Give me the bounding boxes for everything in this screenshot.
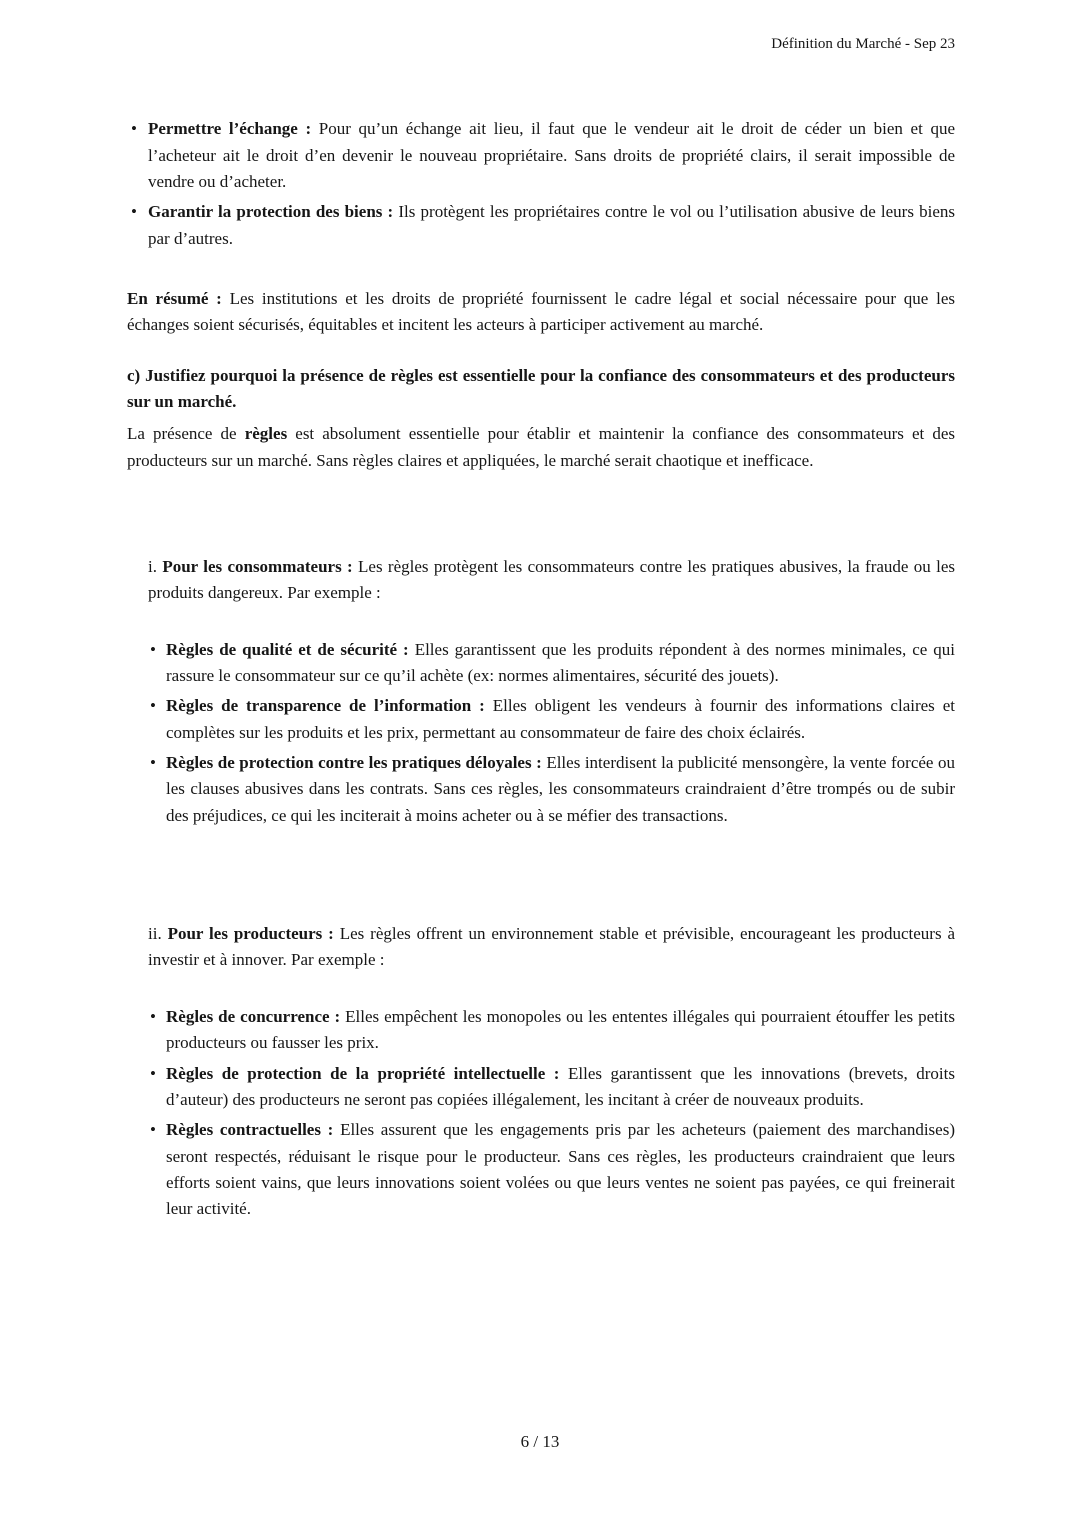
item-text: Elles garantissent que les innovations (brevets, droits d’auteur) des producteurs ne seront pas copiées illégalement, les incitant à créer de nouveaux produits. [166, 1063, 955, 1109]
list-item [148, 1117, 955, 1222]
numeral: i. [148, 557, 163, 577]
item-text: Ils protègent les propriétaires contre le vol ou l’utilisation abusive de leurs biens par d’autres. [148, 202, 955, 248]
question-c-intro [127, 421, 955, 474]
bullet-icon: • [150, 1006, 156, 1026]
bullet-icon: • [150, 1120, 156, 1140]
item-lead: Règles de protection contre les pratiques déloyales : [166, 753, 542, 773]
item-lead: Règles de transparence de l’information : [166, 696, 485, 716]
list-item [127, 116, 955, 195]
page-footer [0, 1429, 1080, 1455]
question-c-heading: c) Justifiez pourquoi la présence de règles est essentielle pour la confiance des consommateurs et des producteurs sur un marché. [127, 365, 955, 411]
bullet-icon: • [131, 119, 137, 139]
item-text: Elles obligent les vendeurs à fournir des informations claires et complètes sur les produits et les prix, permettant au consommateur de faire des choix éclairés. [166, 696, 955, 742]
bullet-icon: • [150, 696, 156, 716]
list-item [148, 693, 955, 746]
bullet-icon: • [131, 202, 137, 222]
intro-post: est absolument essentielle pour établir et maintenir la confiance des consommateurs et des producteurs sur un marché. Sans règles claires et appliquées, le marché serait chaotique et inefficace. [127, 424, 956, 470]
summary-lead: En résumé : [127, 288, 222, 308]
list-item [148, 750, 955, 829]
bullet-icon: • [150, 1063, 156, 1083]
item-lead: Règles de concurrence : [166, 1006, 341, 1026]
page-number: 6 / 13 [520, 1431, 560, 1451]
consumers-text: Les règles protègent les consommateurs contre les pratiques abusives, la fraude ou les produits dangereux. Par exemple : [148, 557, 955, 603]
bullet-icon: • [150, 639, 156, 659]
item-text: Elles interdisent la publicité mensongère, la vente forcée ou les clauses abusives dans les contrats. Sans ces règles, les consommateurs craindraient d’être trompés ou de subir des préjudices, ce qui les inciterait à moins acheter ou à se méfier des transactions. [166, 753, 956, 825]
consumers-intro [148, 554, 955, 607]
item-lead: Règles de protection de la propriété intellectuelle : [166, 1063, 560, 1083]
item-lead: Règles contractuelles : [166, 1120, 334, 1140]
summary-text: Les institutions et les droits de propriété fournissent le cadre légal et social nécessaire pour que les échanges soient sécurisés, équitables et incitent les acteurs à participer activement au marché. [127, 288, 955, 335]
header-title: Définition du Marché - Sep 23 [771, 36, 955, 52]
page-header [127, 33, 955, 56]
summary-paragraph [127, 286, 955, 339]
bullet-icon: • [150, 753, 156, 773]
producers-intro [148, 921, 955, 974]
consumer-rules-list [148, 637, 955, 829]
list-item [148, 1004, 955, 1057]
item-lead: Garantir la protection des biens : [148, 202, 394, 222]
item-lead: Permettre l’échange : [148, 119, 312, 139]
producers-lead: Pour les producteurs : [167, 924, 334, 944]
numeral: ii. [148, 924, 168, 944]
item-text: Elles garantissent que les produits répondent à des normes minimales, ce qui rassure le consommateur sur ce qu’il achète (ex: normes alimentaires, sécurité des jouets). [166, 639, 955, 686]
consumers-lead: Pour les consommateurs : [162, 557, 353, 577]
item-text: Elles assurent que les engagements pris par les acheteurs (paiement des marchandises) seront respectés, réduisant le risque pour le producteur. Sans ces règles, les producteurs craindraient que leurs efforts soient vains, que leurs innovations soient volées ou que leurs ventes ne soient pas payées, ce qui freinerait leur activité. [166, 1120, 955, 1219]
intro-pre: La présence de [127, 424, 245, 444]
item-text: Pour qu’un échange ait lieu, il faut que le vendeur ait le droit de céder un bien et que l’acheteur ait le droit d’en devenir le nouveau propriétaire. Sans droits de propriété clairs, il serait impossible de vendre ou d’acheter. [148, 119, 955, 191]
property-rights-list [127, 116, 955, 252]
list-item [148, 637, 955, 690]
list-item [127, 199, 955, 252]
producer-rules-list [148, 1004, 955, 1223]
item-lead: Règles de qualité et de sécurité : [166, 639, 409, 659]
producers-text: Les règles offrent un environnement stable et prévisible, encourageant les producteurs à investir et à innover. Par exemple : [148, 924, 955, 970]
item-text: Elles empêchent les monopoles ou les ententes illégales qui pourraient étouffer les petits producteurs ou fausser les prix. [166, 1006, 955, 1053]
list-item [148, 1061, 955, 1114]
intro-bold: règles [244, 424, 288, 444]
